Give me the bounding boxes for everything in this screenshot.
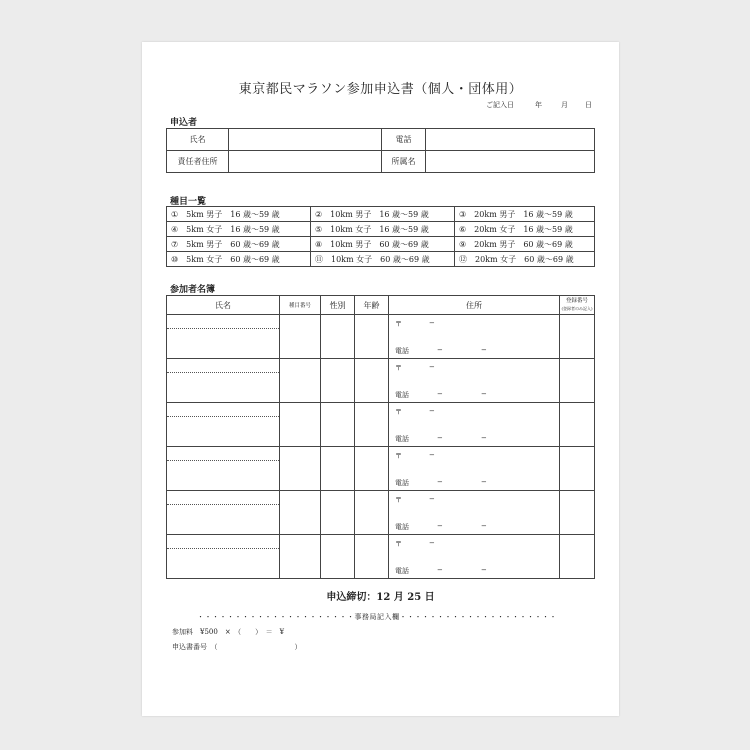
applicant-address-field[interactable] [229, 151, 382, 173]
roster-row [167, 403, 595, 447]
applicant-affiliation-field[interactable] [426, 151, 595, 173]
age-field[interactable] [355, 535, 389, 579]
event-item: ⑪ 10km 女子 60 歳〜69 歳 [311, 252, 455, 267]
address-field[interactable] [389, 535, 560, 579]
form-title: 東京都民マラソン参加申込書（個人・団体用） [238, 82, 523, 97]
office-use-divider: ・・・・・・・・・・・・・・・・・・・・・事務局記入欄・・・・・・・・・・・・・・・・・・・・・ [197, 613, 557, 621]
fee-line: 参加料 ¥500 × （ ） ＝ ¥ [172, 628, 285, 636]
affiliation-label: 所属名 [382, 151, 426, 173]
furigana-dotted-line [167, 416, 279, 417]
tel-dash: − [481, 346, 487, 354]
tel-label: 電話 [395, 567, 409, 575]
phone-label: 電話 [382, 129, 426, 151]
applicant-phone-field[interactable] [426, 129, 595, 151]
roster-header-age: 年齢 [355, 296, 389, 315]
tel-dash: − [437, 478, 443, 486]
tel-dash: − [437, 390, 443, 398]
event-item: ③ 20km 男子 16 歳〜59 歳 [455, 207, 595, 222]
postal-mark: 〒 [395, 408, 402, 416]
participant-name-field[interactable] [167, 535, 280, 579]
postal-mark: 〒 [395, 496, 402, 504]
sex-field[interactable] [321, 447, 355, 491]
furigana-dotted-line [167, 372, 279, 373]
participant-name-field[interactable] [167, 447, 280, 491]
roster-row [167, 447, 595, 491]
roster-row [167, 315, 595, 359]
date-year: 年 [535, 101, 542, 109]
tel-label: 電話 [395, 479, 409, 487]
event-item: ⑥ 20km 女子 16 歳〜59 歳 [455, 222, 595, 237]
postal-mark: 〒 [395, 540, 402, 548]
address-field[interactable] [389, 491, 560, 535]
address-field[interactable] [389, 359, 560, 403]
event-item: ④ 5km 女子 16 歳〜59 歳 [167, 222, 311, 237]
tel-dash: − [481, 478, 487, 486]
address-field[interactable] [389, 447, 560, 491]
tel-dash: − [481, 522, 487, 530]
date-prefix: ご記入日 [486, 101, 514, 109]
roster-row [167, 359, 595, 403]
roster-row [167, 491, 595, 535]
sex-field[interactable] [321, 359, 355, 403]
tel-dash: − [437, 346, 443, 354]
postal-dash: − [429, 495, 435, 503]
age-field[interactable] [355, 491, 389, 535]
sex-field[interactable] [321, 315, 355, 359]
postal-mark: 〒 [395, 452, 402, 460]
postal-dash: − [429, 407, 435, 415]
sex-field[interactable] [321, 535, 355, 579]
events-table [166, 206, 595, 267]
roster-header-address: 住所 [389, 296, 560, 315]
postal-dash: − [429, 319, 435, 327]
registration-number-field[interactable] [560, 447, 595, 491]
address-field[interactable] [389, 403, 560, 447]
event-number-field[interactable] [280, 359, 321, 403]
deadline: 申込締切：12 月 25 日 [326, 592, 435, 603]
sex-field[interactable] [321, 491, 355, 535]
postal-dash: − [429, 451, 435, 459]
tel-dash: − [481, 390, 487, 398]
reg-header-label: 登録番号 [565, 298, 588, 304]
furigana-dotted-line [167, 328, 279, 329]
event-item: ② 10km 男子 16 歳〜59 歳 [311, 207, 455, 222]
applicant-table [166, 128, 595, 173]
roster-header-reg [560, 296, 595, 315]
event-number-field[interactable] [280, 315, 321, 359]
event-item: ⑫ 20km 女子 60 歳〜69 歳 [455, 252, 595, 267]
registration-number-field[interactable] [560, 535, 595, 579]
age-field[interactable] [355, 447, 389, 491]
event-number-field[interactable] [280, 403, 321, 447]
roster-header-event-no: 種目番号 [280, 296, 321, 315]
event-number-field[interactable] [280, 447, 321, 491]
roster-header-sex: 性別 [321, 296, 355, 315]
address-field[interactable] [389, 315, 560, 359]
tel-dash: − [437, 566, 443, 574]
roster-section-title: 参加者名簿 [170, 285, 216, 295]
event-item: ⑩ 5km 女子 60 歳〜69 歳 [167, 252, 311, 267]
tel-dash: − [437, 434, 443, 442]
event-item: ① 5km 男子 16 歳〜59 歳 [167, 207, 311, 222]
participant-name-field[interactable] [167, 315, 280, 359]
date-day: 日 [585, 101, 592, 109]
roster-table [166, 295, 595, 579]
tel-dash: − [481, 566, 487, 574]
tel-label: 電話 [395, 391, 409, 399]
form-page [142, 42, 619, 716]
age-field[interactable] [355, 403, 389, 447]
tel-label: 電話 [395, 435, 409, 443]
name-label: 氏名 [167, 129, 229, 151]
postal-dash: − [429, 363, 435, 371]
tel-dash: − [481, 434, 487, 442]
event-number-field[interactable] [280, 491, 321, 535]
postal-mark: 〒 [395, 364, 402, 372]
tel-label: 電話 [395, 523, 409, 531]
age-field[interactable] [355, 315, 389, 359]
registration-number-field[interactable] [560, 359, 595, 403]
roster-row [167, 535, 595, 579]
age-field[interactable] [355, 359, 389, 403]
event-item: ⑨ 20km 男子 60 歳〜69 歳 [455, 237, 595, 252]
event-item: ⑦ 5km 男子 60 歳〜69 歳 [167, 237, 311, 252]
application-number: 申込書番号 （ ） [172, 643, 302, 651]
participant-name-field[interactable] [167, 359, 280, 403]
postal-mark: 〒 [395, 320, 402, 328]
event-item: ⑤ 10km 女子 16 歳〜59 歳 [311, 222, 455, 237]
tel-dash: − [437, 522, 443, 530]
roster-header-name: 氏名 [167, 296, 280, 315]
furigana-dotted-line [167, 548, 279, 549]
participant-name-field[interactable] [167, 403, 280, 447]
furigana-dotted-line [167, 460, 279, 461]
postal-dash: − [429, 539, 435, 547]
participant-name-field[interactable] [167, 491, 280, 535]
furigana-dotted-line [167, 504, 279, 505]
event-item: ⑧ 10km 男子 60 歳〜69 歳 [311, 237, 455, 252]
address-label: 責任者住所 [167, 151, 229, 173]
event-number-field[interactable] [280, 535, 321, 579]
applicant-name-field[interactable] [229, 129, 382, 151]
registration-number-field[interactable] [560, 403, 595, 447]
registration-number-field[interactable] [560, 315, 595, 359]
applicant-section-title: 申込者 [170, 118, 198, 128]
registration-number-field[interactable] [560, 491, 595, 535]
date-month: 月 [561, 101, 568, 109]
events-section-title: 種目一覧 [170, 197, 207, 207]
tel-label: 電話 [395, 347, 409, 355]
reg-header-note: (登録者のみ記入) [561, 306, 593, 311]
sex-field[interactable] [321, 403, 355, 447]
